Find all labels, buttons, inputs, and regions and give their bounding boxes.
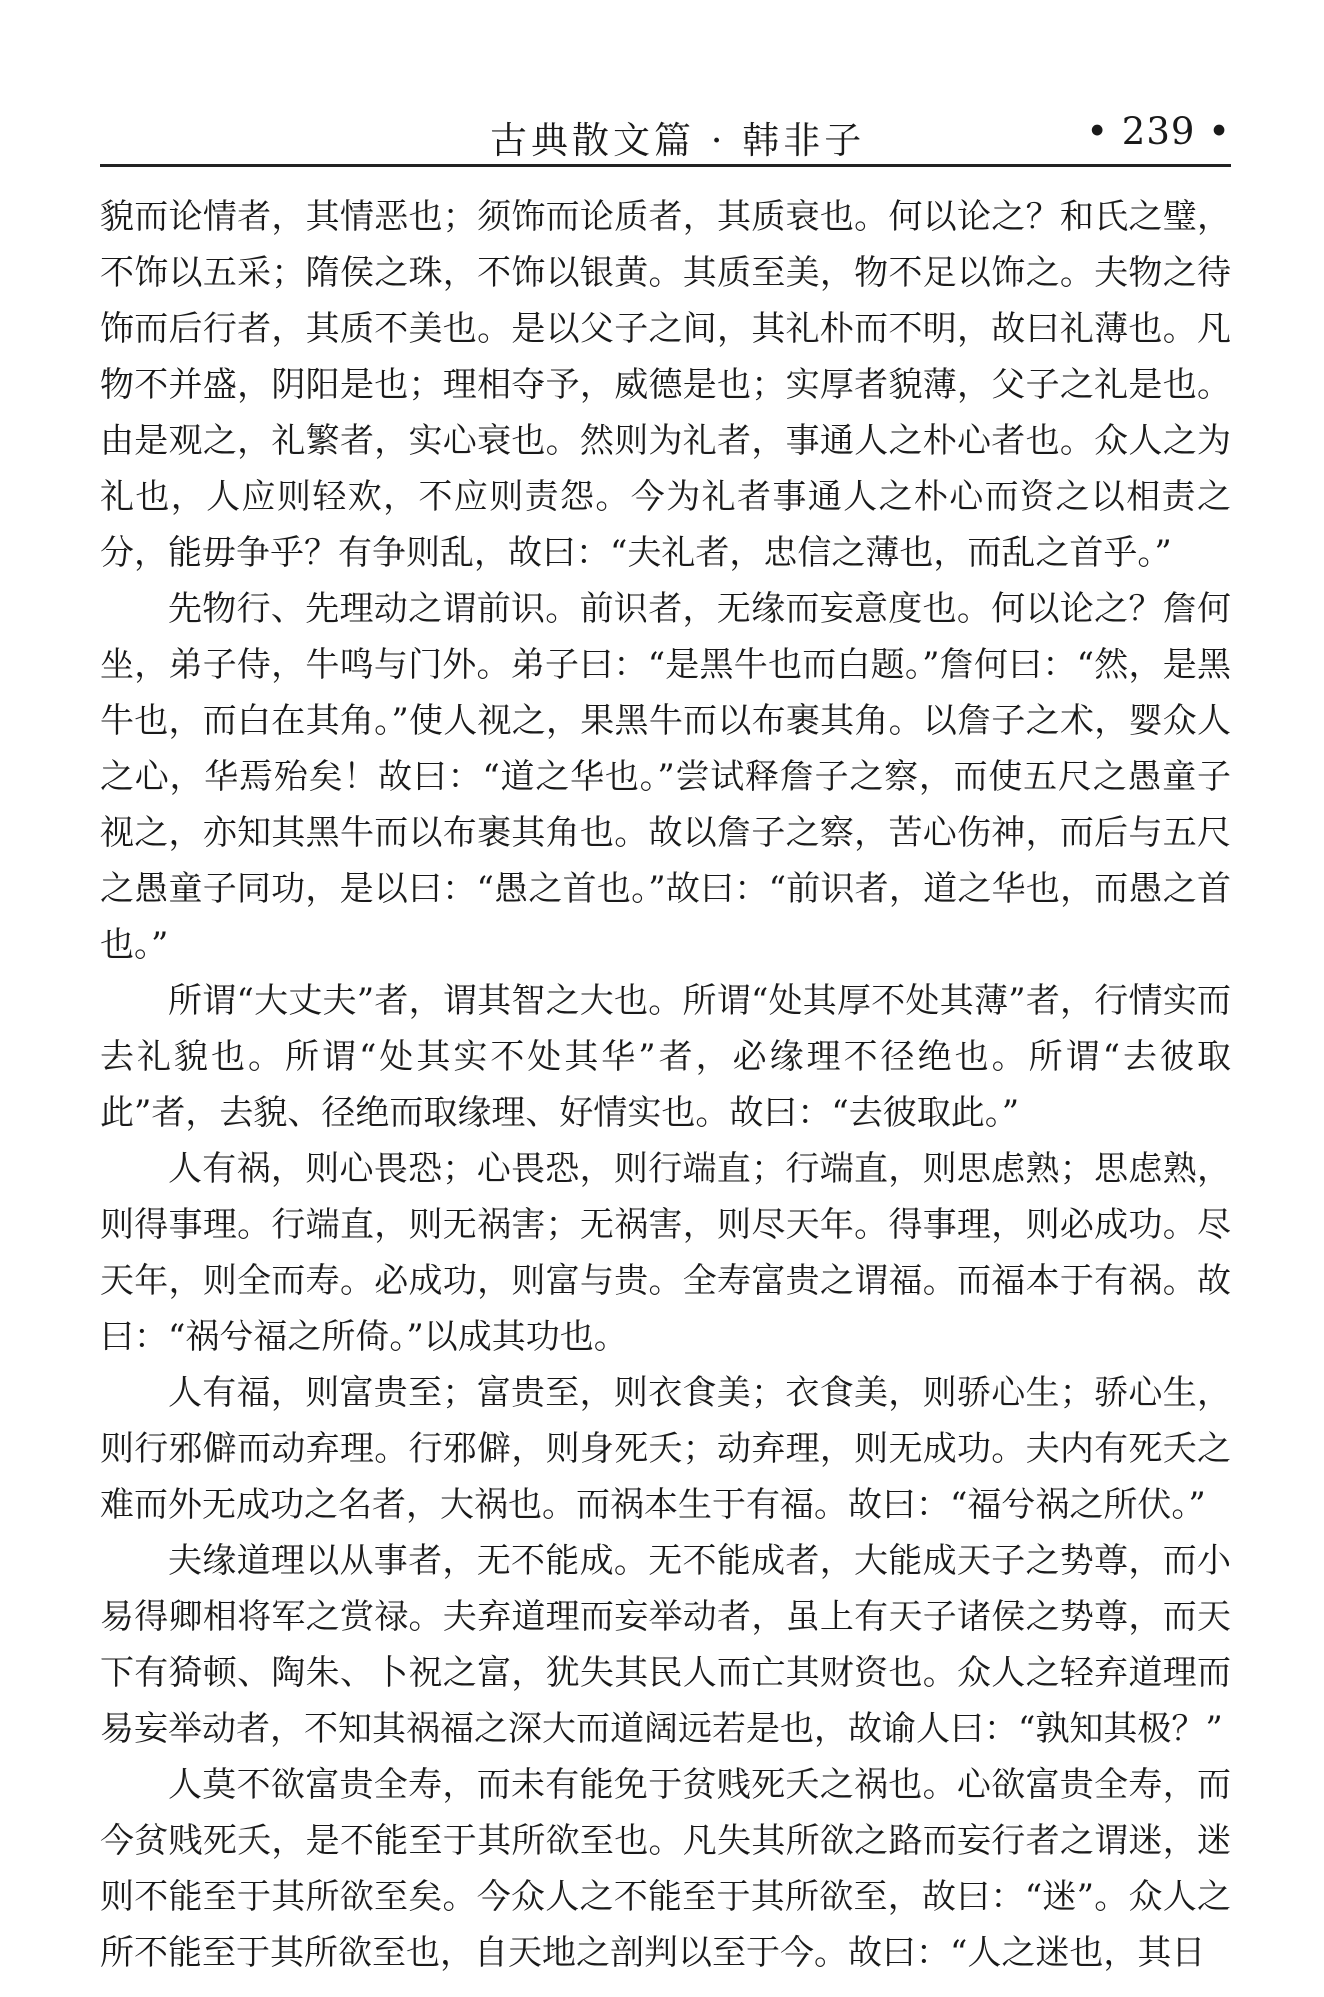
running-header [100,104,1231,167]
paragraph-4: 人有祸，则心畏恐；心畏恐，则行端直；行端直，则思虑熟；思虑熟，则得事理。行端直，则无祸害；无祸害，则尽天年。得事理，则必成功。尽天年，则全而寿。必成功，则富与贵。全寿富贵之谓福。而福本于有祸。故曰：“祸兮福之所倚。”以成其功也。 [100,1149,1231,1357]
paragraph-3: 所谓“大丈夫”者，谓其智之大也。所谓“处其厚不处其薄”者，行情实而去礼貌也。所谓“处其实不处其华”者，必缘理不径绝也。所谓“去彼取此”者，去貌、径绝而取缘理、好情实也。故曰：“去彼取此。” [100,981,1231,1133]
paragraph-7: 人莫不欲富贵全寿，而未有能免于贫贱死夭之祸也。心欲富贵全寿，而今贫贱死夭，是不能至于其所欲至也。凡失其所欲之路而妄行者之谓迷，迷则不能至于其所欲至矣。今众人之不能至于其所欲至，故曰：“迷”。众人之所不能至于其所欲至也，自天地之剖判以至于今。故曰：“人之迷也，其日 [100,1765,1231,1973]
running-title: 古典散文篇 · 韩非子 [490,119,866,162]
paragraph-6: 夫缘道理以从事者，无不能成。无不能成者，大能成天子之势尊，而小易得卿相将军之赏禄。夫弃道理而妄举动者，虽上有天子诸侯之势尊，而天下有猗顿、陶朱、卜祝之富，犹失其民人而亡其财资也。众人之轻弃道理而易妄举动者，不知其祸福之深大而道阔远若是也，故谕人曰：“孰知其极？” [100,1541,1231,1749]
page [100,104,1231,1981]
body-text [100,189,1231,1981]
paragraph-1: 貌而论情者，其情恶也；须饰而论质者，其质衰也。何以论之？和氏之璧，不饰以五采；隋侯之珠，不饰以银黄。其质至美，物不足以饰之。夫物之待饰而后行者，其质不美也。是以父子之间，其礼朴而不明，故曰礼薄也。凡物不并盛，阴阳是也；理相夺予，威德是也；实厚者貌薄，父子之礼是也。由是观之，礼繁者，实心衰也。然则为礼者，事通人之朴心者也。众人之为礼也，人应则轻欢，不应则责怨。今为礼者事通人之朴心而资之以相责之分，能毋争乎？有争则乱，故曰：“夫礼者，忠信之薄也，而乱之首乎。” [100,197,1231,573]
paragraph-2: 先物行、先理动之谓前识。前识者，无缘而妄意度也。何以论之？詹何坐，弟子侍，牛鸣与门外。弟子曰：“是黑牛也而白题。”詹何曰：“然，是黑牛也，而白在其角。”使人视之，果黑牛而以布裹其角。以詹子之术，婴众人之心，华焉殆矣！故曰：“道之华也。”尝试释詹子之察，而使五尺之愚童子视之，亦知其黑牛而以布裹其角也。故以詹子之察，苦心伤神，而后与五尺之愚童子同功，是以曰：“愚之首也。”故曰：“前识者，道之华也，而愚之首也。” [100,589,1231,965]
paragraph-5: 人有福，则富贵至；富贵至，则衣食美；衣食美，则骄心生；骄心生，则行邪僻而动弃理。行邪僻，则身死夭；动弃理，则无成功。夫内有死夭之难而外无成功之名者，大祸也。而祸本生于有福。故曰：“福兮祸之所伏。” [100,1373,1231,1525]
page-number: • 239 • [1086,110,1231,153]
